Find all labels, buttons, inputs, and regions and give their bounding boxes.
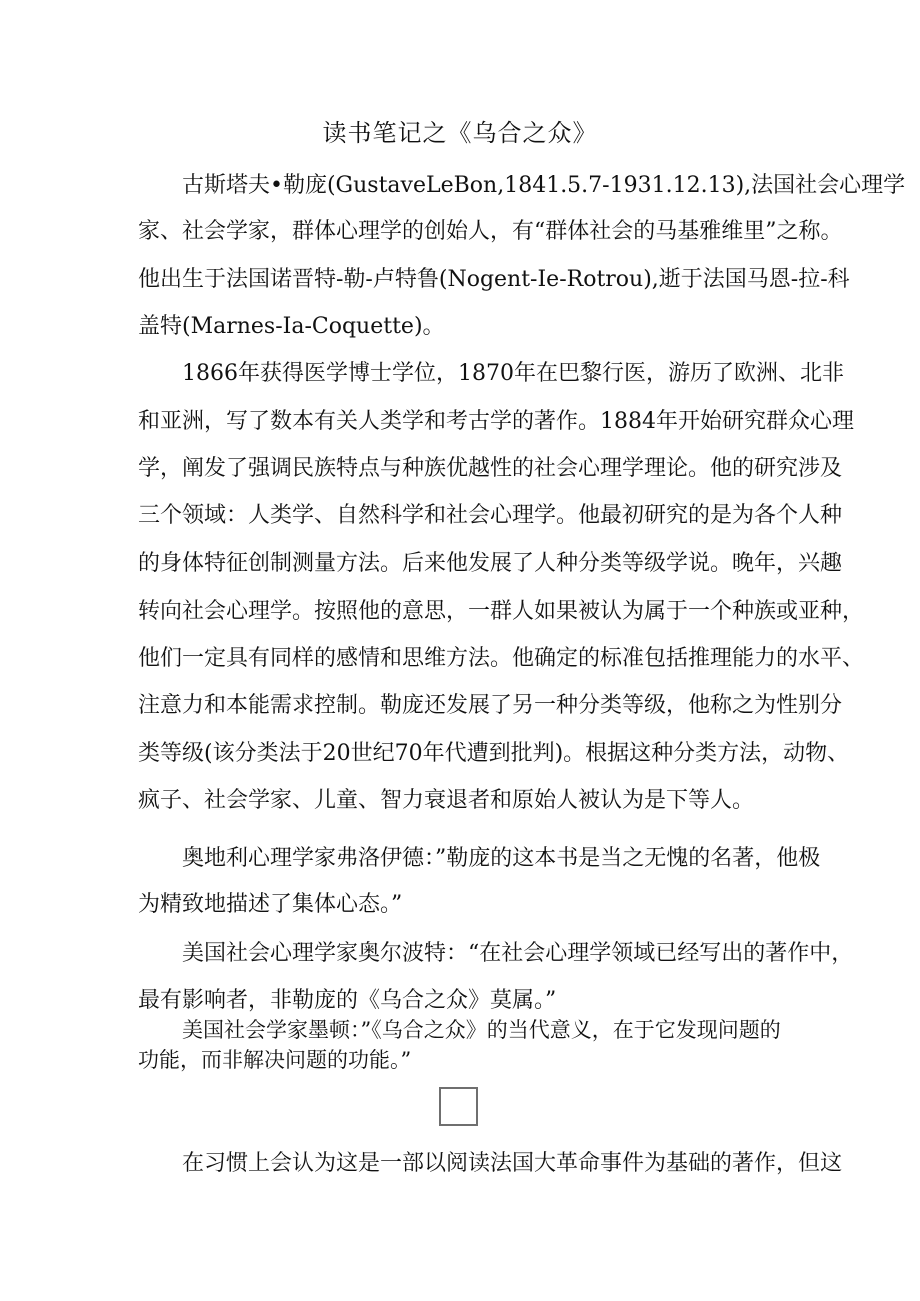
paragraph-1-line-4: 盖特(Marnes-Ia-Coquette)。 <box>138 314 445 339</box>
paragraph-2-line-8: 注意力和本能需求控制。勒庞还发展了另一种分类等级，他称之为性别分 <box>138 693 843 718</box>
paragraph-2-line-3: 学，阐发了强调民族特点与种族优越性的社会心理学理论。他的研究涉及 <box>138 456 843 481</box>
paragraph-1-line-1: 古斯塔夫•勒庞(GustaveLeBon,1841.5.7-1931.12.13),法国社会心理学 <box>182 173 906 198</box>
paragraph-2-line-6: 转向社会心理学。按照他的意思，一群人如果被认为属于一个种族或亚种， <box>138 599 865 624</box>
paragraph-2-line-7: 他们一定具有同样的感情和思维方法。他确定的标准包括推理能力的水平、 <box>138 646 865 671</box>
paragraph-1-line-3: 他出生于法国诺晋特-勒-卢特鲁(Nogent-Ie-Rotrou),逝于法国马恩-拉-科 <box>138 267 850 292</box>
paragraph-2-line-1: 1866年获得医学博士学位，1870年在巴黎行医，游历了欧洲、北非 <box>182 361 844 386</box>
empty-image-placeholder <box>439 1087 478 1126</box>
paragraph-5-line-1: 美国社会学家墨顿：”《乌合之众》的当代意义，在于它发现问题的 <box>182 1018 781 1042</box>
paragraph-4-line-1: 美国社会心理学家奥尔波特：“在社会心理学领域已经写出的著作中， <box>182 941 854 966</box>
paragraph-1-line-2: 家、社会学家，群体心理学的创始人，有“群体社会的马基雅维里”之称。 <box>138 219 843 244</box>
paragraph-2-line-5: 的身体特征创制测量方法。后来他发展了人种分类等级学说。晚年，兴趣 <box>138 551 843 576</box>
paragraph-2-line-10: 疯子、社会学家、儿童、智力衰退者和原始人被认为是下等人。 <box>138 788 755 813</box>
paragraph-4-line-2: 最有影响者，非勒庞的《乌合之众》莫属。” <box>138 988 557 1013</box>
paragraph-2-line-9: 类等级(该分类法于20世纪70年代遭到批判)。根据这种分类方法，动物、 <box>138 741 850 766</box>
paragraph-3-line-2: 为精致地描述了集体心态。” <box>138 892 403 917</box>
paragraph-3-line-1: 奥地利心理学家弗洛伊德：”勒庞的这本书是当之无愧的名著，他极 <box>182 846 821 871</box>
paragraph-2-line-2: 和亚洲，写了数本有关人类学和考古学的著作。1884年开始研究群众心理 <box>138 409 854 434</box>
document-title: 读书笔记之《乌合之众》 <box>322 119 598 147</box>
paragraph-6-line-1: 在习惯上会认为这是一部以阅读法国大革命事件为基础的著作，但这 <box>182 1151 843 1176</box>
paragraph-2-line-4: 三个领域：人类学、自然科学和社会心理学。他最初研究的是为各个人种 <box>138 503 843 528</box>
paragraph-5-line-2: 功能，而非解决问题的功能。” <box>138 1048 412 1072</box>
